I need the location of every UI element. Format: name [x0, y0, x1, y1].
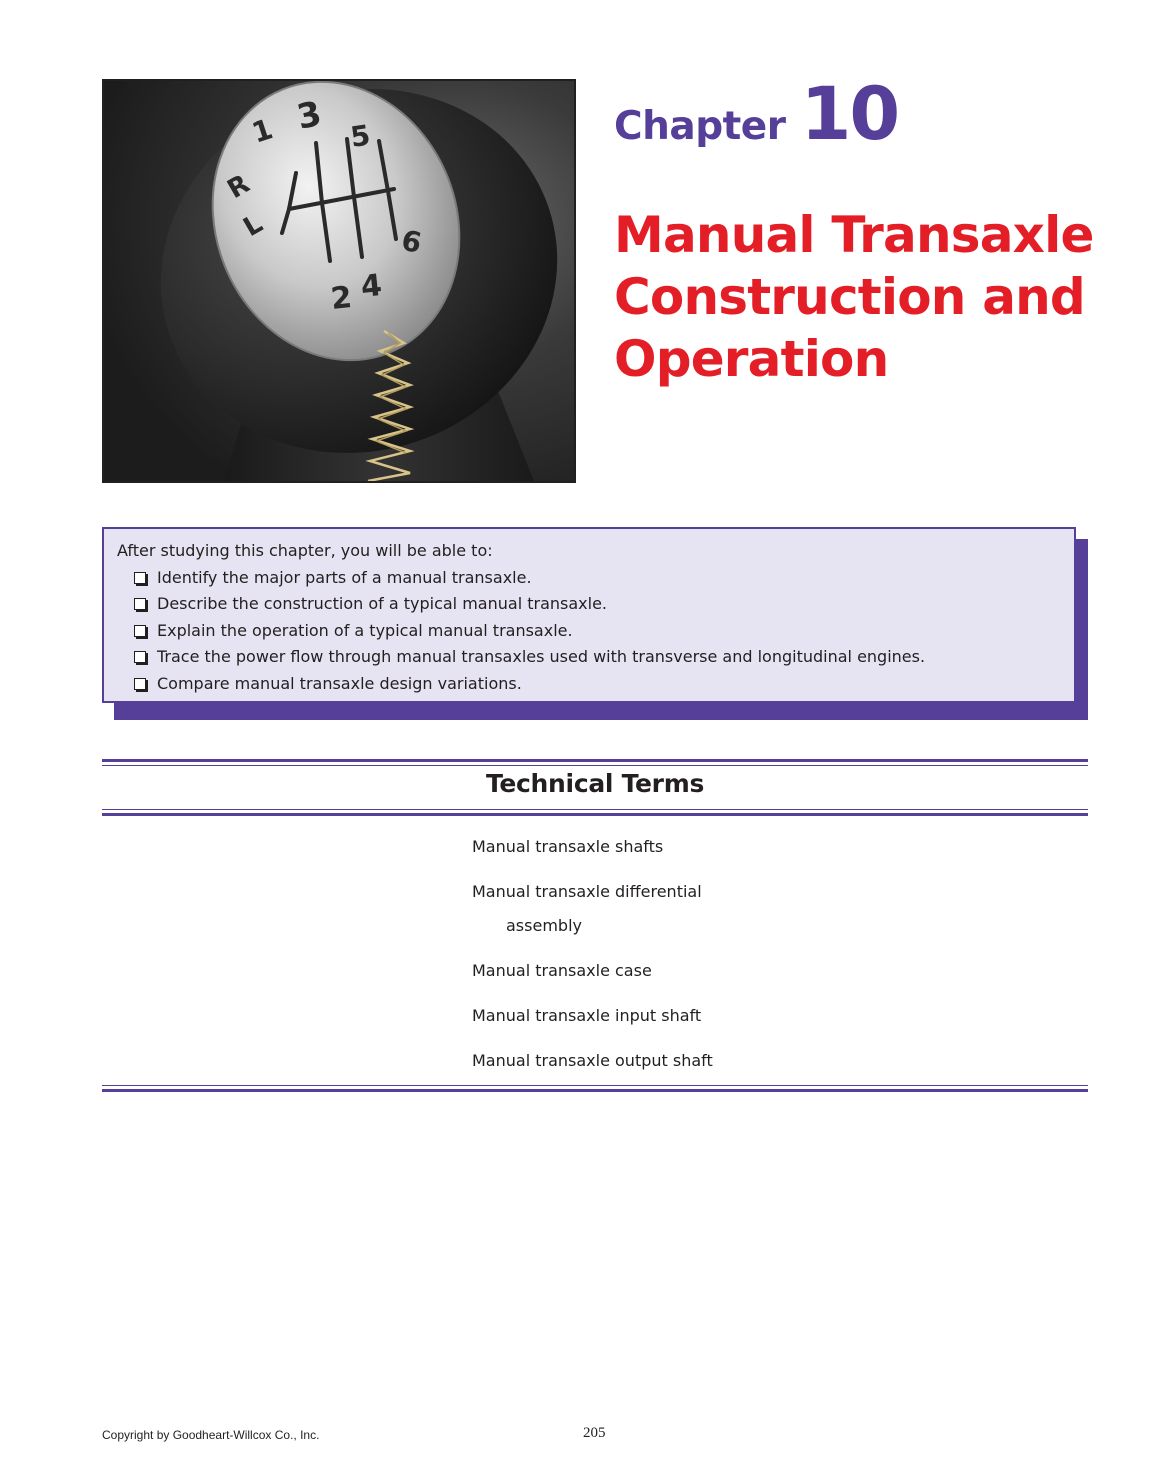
- technical-term: Manual transaxle input shaft: [472, 1006, 702, 1025]
- terms-top-rule-thin: [102, 765, 1088, 766]
- knob-label-1: 1: [247, 112, 277, 150]
- technical-term: Manual transaxle shafts: [472, 837, 664, 856]
- chapter-number: 10: [800, 72, 899, 157]
- objective-item: [134, 591, 1062, 618]
- terms-bottom-rule-thin: [102, 1085, 1088, 1086]
- objective-text: Trace the power flow through manual transaxles used with transverse and longitudinal engines.: [157, 647, 926, 666]
- checkbox-icon: [134, 651, 146, 663]
- objective-item: [134, 671, 1062, 698]
- terms-heading-rule-thin: [102, 809, 1088, 810]
- knob-label-r: R: [222, 169, 255, 206]
- knob-label-6: 6: [398, 223, 425, 260]
- copyright-notice: Copyright by Goodheart-Willcox Co., Inc.: [102, 1428, 320, 1442]
- technical-terms-heading: Technical Terms: [485, 769, 705, 798]
- knob-label-5: 5: [348, 118, 373, 154]
- objective-text: Compare manual transaxle design variations.: [157, 673, 522, 693]
- terms-heading-rule-thick: [102, 813, 1088, 816]
- objective-text: Describe the construction of a typical manual transaxle.: [157, 594, 607, 613]
- technical-term: Manual transaxle differential assembly: [472, 882, 702, 935]
- technical-term: Manual transaxle output shaft: [472, 1051, 713, 1070]
- objectives-box: [102, 527, 1076, 703]
- objectives-list: [117, 565, 1062, 698]
- gear-shift-knob-photo: [102, 79, 576, 483]
- checkbox-icon: [134, 572, 146, 584]
- terms-top-rule-thick: [102, 759, 1088, 762]
- checkbox-icon: [134, 598, 146, 610]
- knob-label-2: 2: [329, 279, 354, 317]
- objective-text: Explain the operation of a typical manual transaxle.: [157, 620, 573, 640]
- objective-item: [134, 644, 1062, 671]
- chapter-word: Chapter: [614, 104, 786, 149]
- objectives-intro: After studying this chapter, you will be able to:: [117, 541, 493, 560]
- knob-label-3: 3: [293, 93, 326, 138]
- objective-item: [134, 565, 1062, 592]
- terms-bottom-rule-thick: [102, 1089, 1088, 1092]
- chapter-heading: [614, 72, 899, 157]
- checkbox-icon: [134, 678, 146, 690]
- checkbox-icon: [134, 625, 146, 637]
- technical-term: Manual transaxle case: [472, 961, 652, 980]
- objective-text: Identify the major parts of a manual transaxle.: [157, 567, 532, 587]
- page-number: 205: [583, 1425, 606, 1441]
- chapter-title: Manual Transaxle Construction and Operation: [614, 206, 1094, 388]
- objective-item: [134, 618, 1062, 645]
- knob-label-l: L: [238, 208, 268, 244]
- knob-label-4: 4: [359, 267, 384, 305]
- technical-terms-list: [472, 830, 892, 1089]
